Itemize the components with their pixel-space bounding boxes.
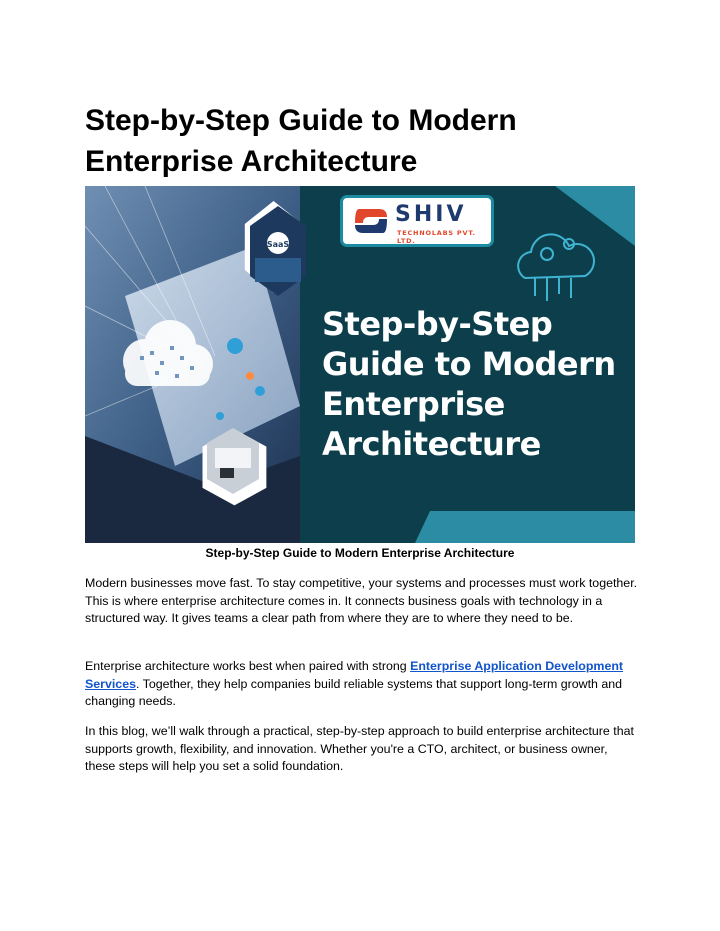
banner-heading-line: Enterprise [322, 385, 505, 423]
cloud-gear-icon [518, 234, 594, 301]
article-banner-image [85, 186, 635, 543]
intro-paragraph: Modern businesses move fast. To stay competitive, your systems and processes must work together. This is where enterprise architecture comes in. It connects business goals with technology in a structured way. It gives teams a clear path from where they are to where they need to be. [85, 576, 638, 625]
blog-intro-paragraph: In this blog, we’ll walk through a practical, step-by-step approach to build enterprise architecture that supports growth, flexibility, and innovation. Whether you're a CTO, architect, or business owner, these steps will help you set a solid foundation. [85, 724, 634, 773]
page-title: Step-by-Step Guide to Modern Enterprise Architecture [85, 104, 517, 178]
logo-subtitle: TECHNOLABS PVT. LTD. [397, 229, 476, 245]
services-paragraph [85, 658, 640, 711]
paragraph-text: Enterprise architecture works best when paired with strong [85, 659, 411, 673]
enterprise-services-link[interactable]: Enterprise Application Development Services [85, 659, 624, 691]
paragraph-text: . Together, they help companies build reliable systems that support long-term growth and changing needs. [85, 676, 623, 708]
saas-label: SaaS [266, 240, 290, 249]
logo-wordmark: SHIV [395, 202, 467, 227]
banner-heading-line: Step-by-Step [322, 305, 553, 343]
banner-heading-line: Architecture [322, 425, 541, 463]
corner-shape-bottom [415, 511, 635, 543]
image-caption: Step-by-Step Guide to Modern Enterprise Architecture [205, 546, 515, 560]
corner-shape-top [555, 186, 635, 246]
logo-mark-icon [349, 201, 393, 241]
company-logo [343, 198, 491, 244]
banner-heading-line: Guide to Modern [322, 345, 616, 383]
banner-heading [322, 304, 632, 464]
